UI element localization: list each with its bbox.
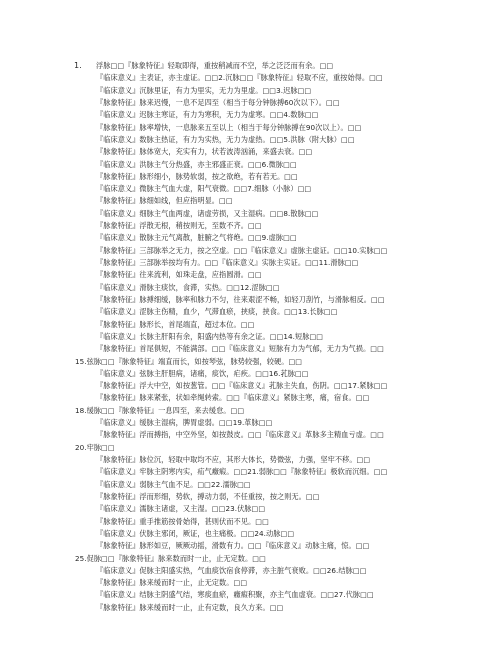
text-line: 『脉象特征』往来流利，如珠走盘，应指圆滑。□□	[96, 270, 262, 280]
text-line: 18.缓脉□□『脉象特征』一息四至，来去缓怠。□□	[75, 405, 245, 415]
text-line: 『脉象特征』脉细如线，但应指明显。□□	[96, 196, 233, 206]
text-line: 『脉象特征』脉形长，首尾端直，超过本位。□□	[96, 319, 255, 329]
text-line: 『临床意义』濡脉主诸虚，又主湿。□□23.伏脉□□	[96, 504, 266, 514]
text-line: 『临床意义』散脉主元气离散，脏腑之气将绝。□□9.虚脉□□	[96, 233, 297, 243]
text-line: 『临床意义』涩脉主伤精，血少，气滞血瘀，挟痰，挟食。□□13.长脉□□	[96, 307, 338, 317]
text-line: 『脉象特征』脉形细小，脉势软弱，按之欲绝，若有若无。□□	[96, 171, 298, 181]
text-line: 『脉象特征』脉来缓而时一止，止有定数，良久方来。□□	[96, 602, 284, 612]
text-line: 『脉象特征』重手推筋按骨始得，甚则伏而不见。□□	[96, 516, 269, 526]
text-line: 『脉象特征』脉形如豆，厥厥动摇，滑数有力。□□『临床意义』动脉主痛，惊。□□	[96, 541, 370, 551]
text-line: 『脉象特征』首尾俱短，不能满部。□□『临床意义』短脉有力为气郁，无力为气损。□□	[96, 344, 384, 354]
text-line: 『临床意义』滑脉主痰饮，食滞，实热。□□12.涩脉□□	[96, 282, 280, 292]
text-line: 『脉象特征』脉率增快，一息脉来五至以上（相当于每分钟脉搏在90次以上）。□□	[96, 122, 362, 132]
text-line: 『脉象特征』脉位沉，轻取中取均不应，其形大体长，势微弦，力强，坚牢不移。□□	[96, 455, 371, 464]
text-line: 『临床意义』缓脉主湿病，脾胃虚弱。□□19.革脉□□	[96, 418, 273, 428]
text-line: 『临床意义』伏脉主邪闭，厥证，也主痛极。□□24.动脉□□	[96, 528, 295, 538]
text-line: 浮脉□□『脉象特征』轻取即得，重按稍减而不空，举之泛泛而有余。□□	[96, 61, 334, 70]
text-line: 『临床意义』沉脉里证，有力为里实，无力为里虚。□□3.迟脉□□	[96, 85, 312, 95]
text-line: 『脉象特征』脉来迟慢，一息不足四至（相当于每分钟脉搏60次以下）。□□	[96, 97, 340, 107]
text-line: 『脉象特征』浮而形细，势软，搏动力弱，不任重按，按之则无。□□	[96, 491, 320, 501]
text-line: 『临床意义』主表证，亦主虚证。□□2.沉脉□□『脉象特征』轻取不应，重按始得。□□	[96, 73, 383, 83]
text-line: 『临床意义』促脉主阳盛实热，气血痰饮宿食停滞，亦主脏气衰败。□□26.结脉□□	[96, 565, 367, 575]
text-line: 『脉象特征』浮散无根，稍按则无，至数不齐。□□	[96, 221, 262, 231]
text-line: 『脉象特征』浮而搏指，中空外坚，如按鼓皮。□□『临床意义』革脉多主精血亏虚。□□	[96, 430, 384, 440]
list-number: 1.	[74, 61, 82, 70]
text-line: 15.弦脉□□『脉象特征』端直而长，如按琴弦，脉势较强，较硬。□□	[75, 356, 303, 366]
text-line: 『临床意义』牢脉主阴寒内实，疝气癥瘕。□□21.弱脉□□『脉象特征』极软而沉细。□□	[96, 467, 388, 477]
text-line: 25.促脉□□『脉象特征』脉来数而时一止，止无定数。□□	[75, 553, 266, 563]
text-line: 『临床意义』长脉主肝阳有余，阳盛内热等有余之证。□□14.短脉□□	[96, 331, 324, 341]
text-line: 『临床意义』洪脉主气分热盛，亦主邪盛正衰。□□6.微脉□□	[96, 159, 297, 169]
text-line: 『临床意义』弱脉主气血不足。□□22.濡脉□□	[96, 479, 251, 489]
text-line: 『脉象特征』脉体宽大，充实有力，状若波涛汹涌，来盛去衰。□□	[96, 147, 313, 157]
text-line: 『临床意义』细脉主气血两虚，诸虚劳损，又主湿病。□□8.散脉□□	[96, 208, 319, 218]
text-line: 『脉象特征』三部脉举按均有力。□□『临床意义』实脉主实证。□□11.滑脉□□	[96, 258, 359, 267]
text-line: 『临床意义』结脉主阴盛气结，寒痰血瘀，癥瘕积聚，亦主气血虚衰。□□27.代脉□□	[96, 590, 374, 600]
text-line: 『脉象特征』浮大中空，如按葱管。□□『临床意义』芤脉主失血，伤阴。□□17.紧脉□□	[96, 381, 388, 391]
text-line: 『脉象特征』脉来紧张，状如牵绳转索。□□『临床意义』紧脉主寒，痛，宿食。□□	[96, 393, 370, 403]
pulse-list-body	[75, 60, 492, 614]
text-line: 『临床意义』迟脉主寒证，有力为寒积，无力为虚寒。□□4.数脉□□	[96, 110, 319, 120]
text-line: 『脉象特征』脉来缓而时一止，止无定数。□□	[96, 578, 248, 588]
text-line: 『临床意义』弦脉主肝胆病，诸痛，痰饮，疟疾。□□16.芤脉□□	[96, 368, 309, 378]
text-line: 『临床意义』数脉主热证，有力为实热，无力为虚热。□□5.洪脉（附大脉）□□	[96, 134, 355, 144]
text-line: 20.牢脉□□	[75, 442, 115, 452]
text-line: 『临床意义』微脉主气血大虚，阳气衰微。□□7.细脉（小脉）□□	[96, 184, 312, 194]
text-line: 『脉象特征』三部脉举之无力，按之空虚。□□『临床意义』虚脉主虚证。□□10.实脉□□	[96, 245, 388, 255]
text-line: 『脉象特征』脉搏细缓，脉率和脉力不匀，往来艰涩不畅，如轻刀刮竹，与滑脉相反。□□	[96, 294, 385, 304]
